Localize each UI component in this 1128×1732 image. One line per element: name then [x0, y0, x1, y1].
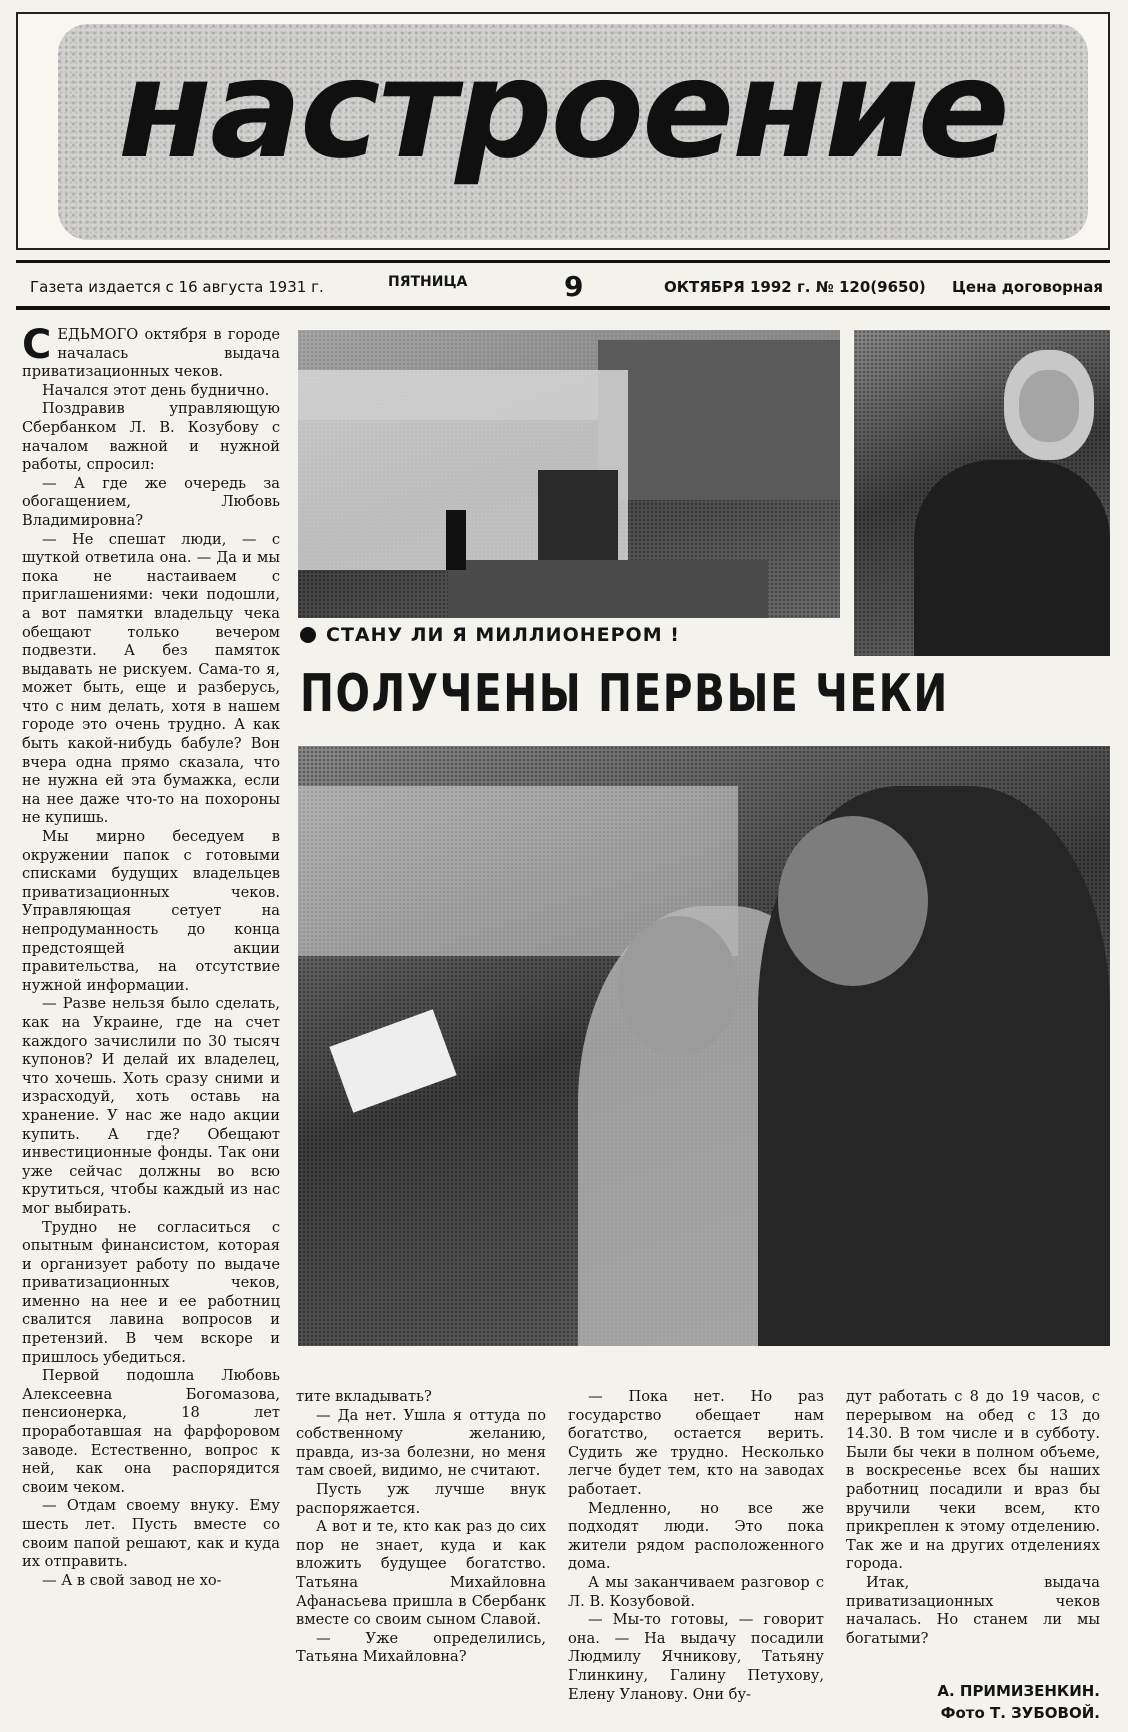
- main-photo: [298, 746, 1110, 1346]
- newspaper-title: настроение: [118, 31, 1008, 189]
- face: [1019, 370, 1079, 442]
- issue-date: ОКТЯБРЯ 1992 г. № 120(9650): [664, 278, 926, 296]
- bullet-icon: [300, 627, 316, 643]
- pensioner-photo: [854, 330, 1110, 656]
- paragraph: — Да нет. Ушла я оттуда по собственному желанию, правда, из-за болезни, но меня там своей, видимо, не считают.: [296, 1406, 546, 1480]
- paragraph: Медленно, но все же подходят люди. Это пока жители рядом расположенного дома.: [568, 1499, 824, 1573]
- paragraph: Пусть уж лучше внук распоряжается.: [296, 1480, 546, 1517]
- kicker: [300, 624, 740, 646]
- price-text: Цена договорная: [952, 278, 1104, 296]
- paragraph: — Разве нельзя было сделать, как на Украине, где на счет каждого зачислили по 30 тысяч купонов? И делай их владелец, что хочешь. Хоть сразу сними и израсходуй, хоть оставь на хранение. У нас же надо акции купить. А где? Обещают инвестиционные фонды. Так они уже сейчас должны во всю крутиться, чтобы каждый из нас мог выбирать.: [22, 995, 280, 1217]
- issue-info-bar: [16, 270, 1110, 304]
- weekday: ПЯТНИЦА: [388, 274, 468, 290]
- day-number: 9: [564, 270, 584, 303]
- photo-credit: Фото Т. ЗУБОВОЙ.: [940, 1704, 1100, 1722]
- article-column-4: [846, 1388, 1100, 1668]
- paragraph: — Мы-то готовы, — говорит она. — На выдачу посадили Людмилу Ячникову, Татьяну Глинкину, Галину Петухову, Елену Уланову. Они бу-: [568, 1611, 824, 1703]
- coat: [914, 460, 1110, 656]
- bottom-rule: [16, 306, 1110, 310]
- paragraph: Трудно не согласиться с опытным финансистом, которая и организует работу по выдаче приватизационных чеков, именно на нее и ее работниц свалится лавина вопросов и претензий. В чем вскоре и пришлось убедиться.: [22, 1218, 280, 1366]
- paragraph: дут работать с 8 до 19 часов, с перерывом на обед с 13 до 14.30. В том числе и в субботу. Были бы чеки в полном объеме, в воскресенье всех бы наших работниц посадили и враз бы вручили чеки всем, кто прикреплен к этому отделению. Так же и на других отделениях города.: [846, 1388, 1100, 1573]
- article-column-3: [568, 1388, 824, 1718]
- privatization-cheque: [329, 1009, 456, 1112]
- article-column-1: [22, 322, 280, 1726]
- paragraph: Первой подошла Любовь Алексеевна Богомазова, пенсионерка, 18 лет проработавшая на фарфоровом заводе. Естественно, вопрос к ней, как она распорядится своим чеком.: [22, 1367, 280, 1496]
- since-text: Газета издается с 16 августа 1931 г.: [30, 278, 324, 296]
- paragraph: А мы заканчиваем разговор с Л. В. Козубовой.: [568, 1573, 824, 1610]
- kicker-text: СТАНУ ЛИ Я МИЛЛИОНЕРОМ !: [326, 624, 680, 646]
- person-silhouette: [446, 510, 466, 570]
- paragraph: Поздравив управляющую Сбербанком Л. В. Козубову с началом важной и нужной работы, спросил:: [22, 400, 280, 474]
- drop-cap: С: [22, 322, 52, 368]
- man-face: [778, 816, 928, 986]
- top-rule: [16, 260, 1110, 263]
- bank-entrance: [538, 470, 618, 570]
- paragraph: — А в свой завод не хо-: [42, 1571, 222, 1589]
- byline: [880, 1680, 1100, 1724]
- paragraph: Мы мирно беседуем в окружении папок с готовыми списками будущих владельцев приватизационных чеков. Управляющая сетует на непродуманность до конца предстоящей акции правительства, на отсутствие нужной информации.: [22, 828, 280, 994]
- paragraph: ЕДЬМОГО октября в городе началась выдача приватизационных чеков.: [22, 326, 280, 381]
- paragraph: — Отдам своему внуку. Ему шесть лет. Пусть вместе со своим папой решают, как и куда их отправить.: [22, 1497, 280, 1571]
- masthead: [16, 12, 1110, 250]
- author-name: А. ПРИМИЗЕНКИН.: [937, 1682, 1100, 1700]
- paragraph: — Пока нет. Но раз государство обещает нам богатство, остается верить. Судить же трудно. Несколько легче будет тем, кто на заводах работает.: [568, 1388, 824, 1498]
- steps: [448, 560, 768, 618]
- headline: ПОЛУЧЕНЫ ПЕРВЫЕ ЧЕКИ: [300, 664, 949, 724]
- paragraph: — Уже определились, Татьяна Михайловна?: [296, 1629, 546, 1666]
- paragraph: Начался этот день буднично.: [42, 381, 270, 399]
- paragraph: — А где же очередь за обогащением, Любовь Владимировна?: [22, 474, 280, 529]
- bank-building-photo: [298, 330, 840, 618]
- woman-face: [618, 916, 738, 1056]
- apartment-block: [598, 340, 840, 500]
- article-column-2: [296, 1388, 546, 1718]
- paragraph: тите вкладывать?: [296, 1388, 432, 1405]
- paragraph: — Не спешат люди, — с шуткой ответила она. — Да и мы пока не настаиваем с приглашениями: чеки подошли, а вот памятки владельцу чека обещают только вечером подвезти. А без памяток выдавать не рискуем. Сама-то я, может быть, еще и разберусь, что с ним делать, хотя в нашем городе это очень трудно. А как быть какой-нибудь бабуле? Вон вчера одна прямо сказала, что не нужна ей эта бумажка, если на нее даже что-то на похороны не купишь.: [22, 530, 280, 827]
- paragraph: Итак, выдача приватизационных чеков началась. Но станем ли мы богатыми?: [846, 1573, 1100, 1647]
- paragraph: А вот и те, кто как раз до сих пор не знает, куда и как вложить будущее богатство. Татьяна Михайловна Афанасьева пришла в Сбербанк вместе со своим сыном Славой.: [296, 1518, 546, 1629]
